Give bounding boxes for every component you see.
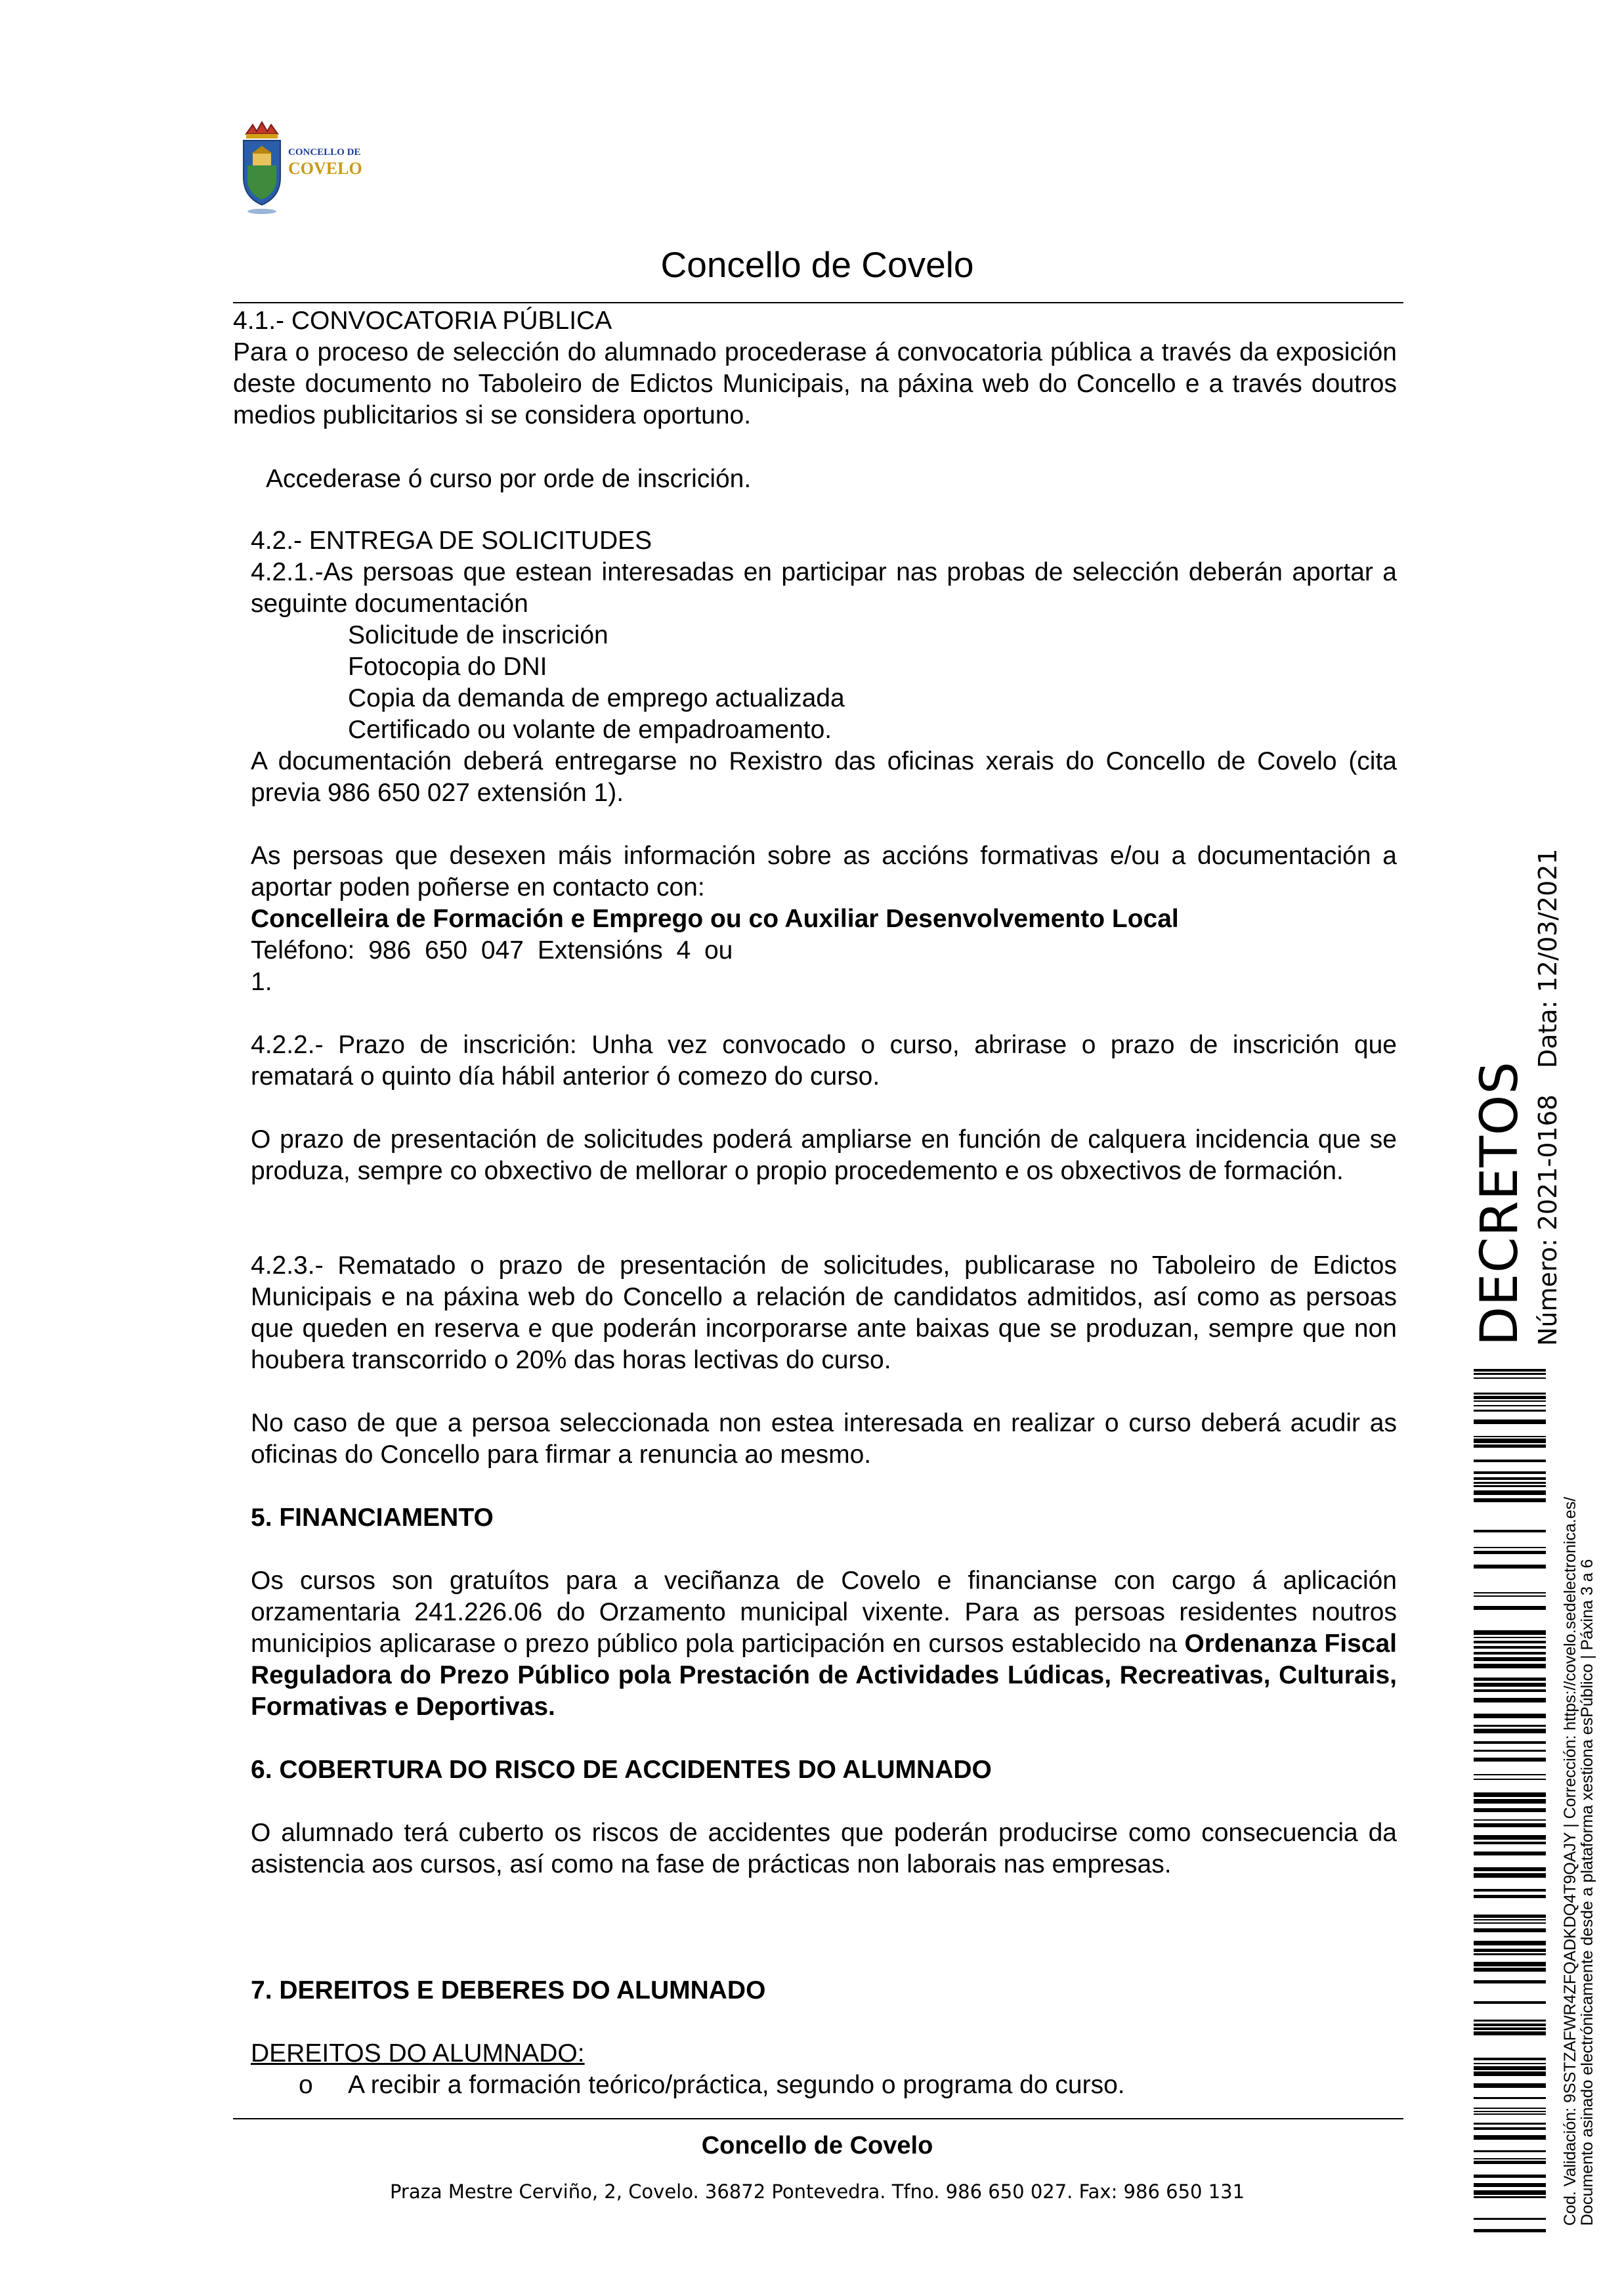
section-4-2-heading: 4.2.- ENTREGA DE SOLICITUDES <box>251 527 652 555</box>
section-4-2-1-registry: A documentación deberá entregarse no Rexistro das oficinas xerais do Concello de Covelo (cita previa 986 650 027 extensión 1). <box>251 747 1397 807</box>
section-4-1-paragraph: Para o proceso de selección do alumnado procederase á convocatoria pública a través da exposición deste documento no Taboleiro de Edictos Municipais, na páxina web do Concello e a través doutros medios publicitarios si se considera oportuno. <box>233 338 1397 429</box>
ordenanza-fiscal: Ordenanza Fiscal Reguladora do Prezo Público pola Prestación de Actividades Lúdicas, Recreativas, Culturais, Formativas e Deportivas. <box>251 1630 1398 1721</box>
section-5-paragraph <box>251 1565 1397 1723</box>
validation-code: Cod. Validación: 9SSTZAFWR4ZFQADKDQ4T9QAJY | Corrección: https://covelo.sedelectronica.es/ <box>1561 1496 1579 2226</box>
list-item-text: A recibir a formación teórico/práctica, segundo o programa do curso. <box>348 2071 1125 2099</box>
decretos-label: DECRETOS <box>1470 1061 1529 1346</box>
barcode-icon <box>1474 1369 1546 2232</box>
list-item <box>299 683 1218 714</box>
decree-number-date <box>1533 848 1563 1346</box>
concello-logo <box>233 119 391 218</box>
section-4-2-2-paragraph: 4.2.2.- Prazo de inscrición: Unha vez convocado o curso, abrirase o prazo de inscrición que rematará o quinto día hábil anterior ó comezo do curso. <box>251 1031 1397 1091</box>
list-item-text: Certificado ou volante de empadroamento. <box>348 716 832 744</box>
section-4-2-3-renuncia: No caso de que a persoa seleccionada non estea interesada en realizar o curso deberá acudir as oficinas do Concello para firmar a renuncia ao mesmo. <box>251 1409 1397 1469</box>
bullet-o-icon: o <box>299 2071 313 2099</box>
section-4-2-1-paragraph: 4.2.1.-As persoas que estean interesadas en participar nas probas de selección deberán aportar a seguinte documentación <box>251 558 1397 618</box>
contact-phone: Teléfono: 986 650 047 Extensións 4 ou <box>251 936 733 964</box>
decree-date: Data: 12/03/2021 <box>1533 848 1562 1069</box>
section-5-heading: 5. FINANCIAMENTO <box>251 1504 494 1532</box>
signature-note: Documento asinado electrónicamente desde a plataforma xestiona esPúblico | Páxina 3 a 6 <box>1578 1559 1596 2226</box>
section-4-2-2-extension: O prazo de presentación de solicitudes poderá ampliarse en función de calquera incidencia que se produza, sempre co obxectivo de mellorar o propio procedemento e os obxectivos de formación. <box>251 1125 1397 1185</box>
section-6-heading: 6. COBERTURA DO RISCO DE ACCIDENTES DO ALUMNADO <box>251 1756 992 1784</box>
contact-name: Concelleira de Formación e Emprego ou co Auxiliar Desenvolvemento Local <box>251 905 1179 933</box>
logo-line1: CONCELLO DE <box>288 147 361 158</box>
list-item-text: Copia da demanda de emprego actualizada <box>348 684 845 712</box>
page-title: Concello de Covelo <box>660 244 974 285</box>
section-4-2-3-paragraph: 4.2.3.- Rematado o prazo de presentación de solicitudes, publicarase no Taboleiro de Edictos Municipais e na páxina web do Concello a relación de candidatos admitidos, así como as persoas que queden en reserva e que poderán incorporarse ante baixas que se produzan, sempre que non houbera transcorrido o 20% das horas lectivas do curso. <box>251 1251 1397 1374</box>
contact-phone-ext: 1. <box>251 968 272 996</box>
section-7-heading: 7. DEREITOS E DEBERES DO ALUMNADO <box>251 1976 766 2004</box>
section-5-text: Os cursos son gratuítos para a veciñanza de Covelo e financianse con cargo á aplicación orzamentaria 241.226.06 do Orzamento municipal vixente. Para as persoas residentes noutros municipios aplicarase o prezo público pola participación en cursos establecido na <box>251 1567 1397 1658</box>
list-item-text: Solicitude de inscrición <box>348 621 608 649</box>
list-item <box>299 2069 1349 2101</box>
section-6-paragraph: O alumnado terá cuberto os riscos de accidentes que poderán producirse como consecuencia da asistencia aos cursos, así como na fase de prácticas non laborais nas empresas. <box>251 1819 1397 1878</box>
section-4-2-1-info: As persoas que desexen máis información sobre as accións formativas e/ou a documentación a aportar poden poñerse en contacto con: <box>251 842 1397 901</box>
header-divider <box>233 302 1403 303</box>
logo-line2: COVELO <box>288 159 362 178</box>
footer-divider <box>233 2118 1403 2119</box>
section-4-1-order: Accederase ó curso por orde de inscrición. <box>266 465 752 493</box>
section-4-1-heading: 4.1.- CONVOCATORIA PÚBLICA <box>233 307 612 335</box>
decree-number: Número: 2021-0168 <box>1533 1094 1562 1346</box>
list-item-text: Fotocopia do DNI <box>348 653 547 681</box>
list-item <box>299 651 1218 683</box>
list-item <box>299 620 1218 651</box>
section-7-subheading: DEREITOS DO ALUMNADO: <box>251 2039 585 2068</box>
list-item <box>299 714 1218 746</box>
footer-address: Praza Mestre Cerviño, 2, Covelo. 36872 Pontevedra. Tfno. 986 650 027. Fax: 986 650 131 <box>389 2180 1245 2203</box>
footer-title: Concello de Covelo <box>701 2132 933 2159</box>
